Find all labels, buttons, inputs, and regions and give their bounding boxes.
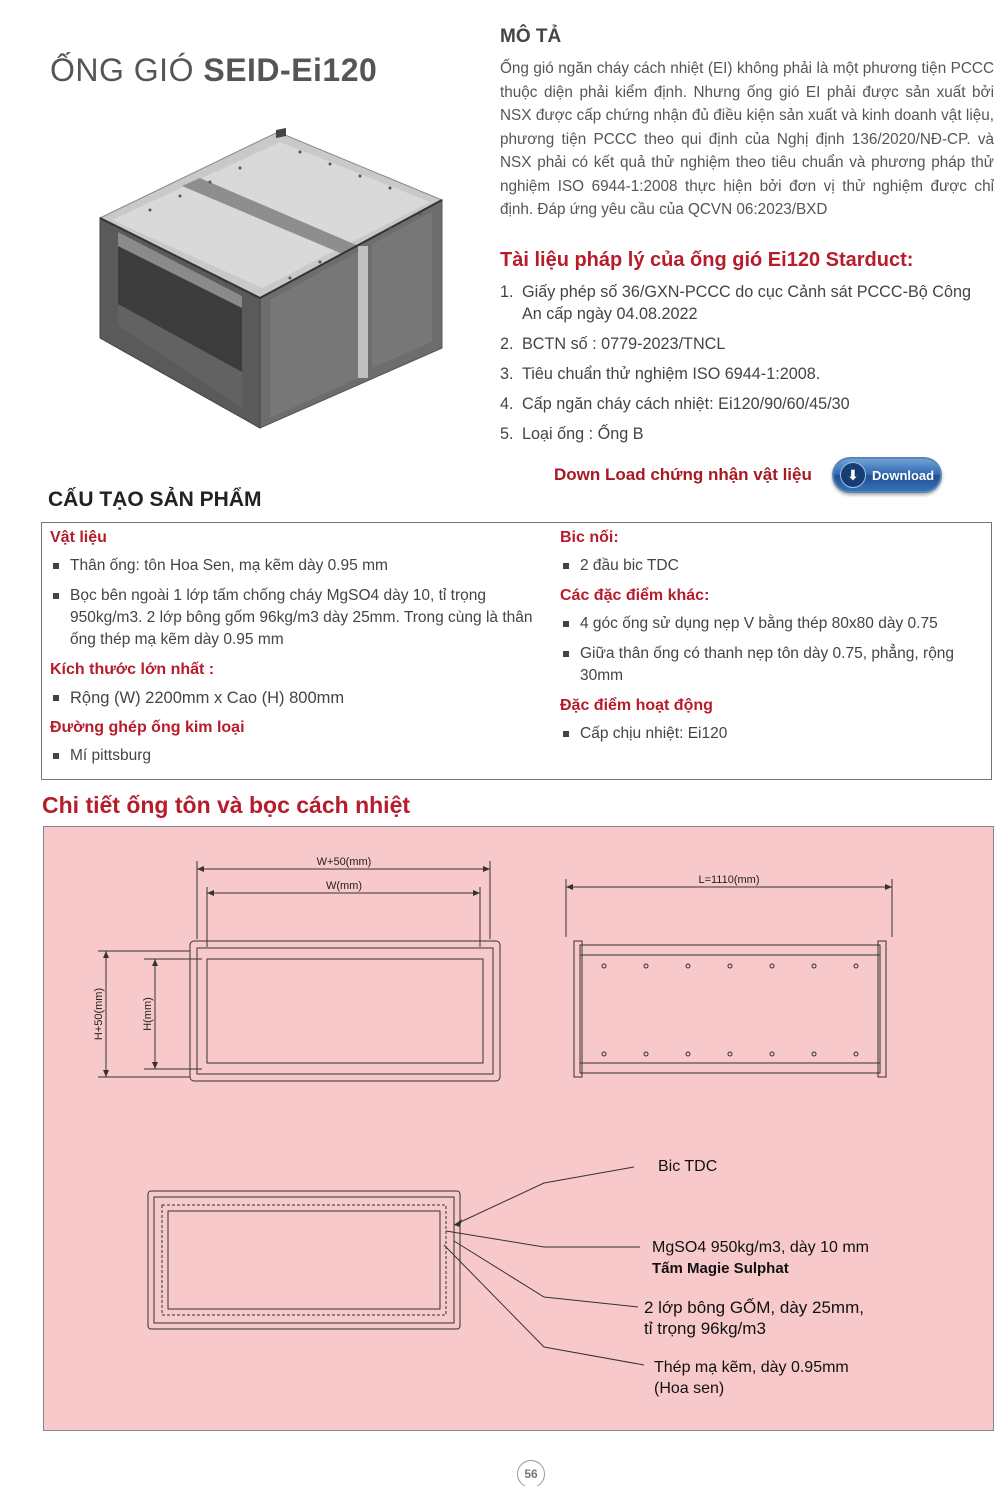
structure-right-column [560,527,990,753]
operation-list [560,723,990,745]
list-item: 2 đầu bic TDC [560,555,990,577]
legal-heading: Tài liệu pháp lý của ống gió Ei120 Starduct: [500,249,914,271]
technical-drawing [44,827,995,1432]
list-text: BCTN số : 0779-2023/TNCL [522,335,726,353]
download-link-text[interactable]: Down Load chứng nhận vật liệu [554,465,812,484]
seam-heading: Đường ghép ống kim loại [50,719,245,736]
list-item: Thân ống: tôn Hoa Sen, mạ kẽm dày 0.95 mm [50,555,550,577]
list-item: Cấp chịu nhiệt: Ei120 [560,723,990,745]
list-item: 4 góc ống sử dụng nẹp V bằng thép 80x80 dày 0.75 [560,613,990,635]
list-item [500,423,994,445]
dim-l-label: L=1110(mm) [698,874,760,886]
joint-list [560,555,990,577]
label-ceramic-main: 2 lớp bông GỐM, dày 25mm, [644,1298,864,1317]
description-text: Ống gió ngăn cháy cách nhiệt (EI) không phải là một phương tiện PCCC thuộc diện phải kiểm định. Nhưng ống gió EI phải được sản xuất bởi NSX được cấp chứng nhận đủ điều kiện sản xuất và kinh doanh vật liệu, phương tiện PCCC theo qui định của Nghị định 136/2020/NĐ-CP. và NSX phải có kết quả thử nghiệm theo tiêu chuẩn và phương pháp thử nghiệm ISO 6944-1:2008 thực hiện bởi đơn vị thử nghiệm được chỉ định. Đáp ứng yêu cầu của QCVN 06:2023/BXD [500,60,994,218]
list-text: Giấy phép số 36/GXN-PCCC do cục Cảnh sát PCCC-Bộ Công An cấp ngày 04.08.2022 [522,283,971,323]
label-mgso4-main: MgSO4 950kg/m3, dày 10 mm [652,1239,869,1256]
list-number: 2. [500,335,514,353]
list-item [500,281,994,325]
label-mgso4 [652,1237,869,1279]
size-heading: Kích thước lớn nhất : [50,661,215,678]
list-item [500,333,994,355]
list-number: 1. [500,283,514,301]
material-list [50,555,550,651]
list-item: Mí pittsburg [50,745,550,767]
list-item: Giữa thân ống có thanh nẹp tôn dày 0.75, phẳng, rộng 30mm [560,643,990,687]
list-item [500,393,994,415]
dim-h-label: H(mm) [142,997,154,1031]
structure-heading: CẤU TẠO SẢN PHẨM [48,488,262,511]
dim-w-label: W(mm) [325,880,363,892]
label-steel-main: Thép mạ kẽm, dày 0.95mm [654,1359,849,1376]
legal-list [500,281,994,453]
detail-heading: Chi tiết ống tôn và bọc cách nhiệt [42,792,411,818]
list-number: 5. [500,425,514,443]
download-arrow-icon: ⬇ [840,462,866,488]
structure-box [41,522,992,780]
label-ceramic-sub: tỉ trọng 96kg/m3 [644,1319,766,1338]
download-button[interactable] [832,457,942,493]
list-item: Rộng (W) 2200mm x Cao (H) 800mm [50,687,550,709]
download-button-label: Download [872,467,935,483]
label-steel [654,1357,849,1399]
size-list [50,687,550,709]
material-heading: Vật liệu [50,529,107,546]
other-heading: Các đặc điểm khác: [560,587,710,604]
label-bic: Bic TDC [658,1158,718,1175]
structure-left-column [50,527,550,775]
label-mgso4-sub: Tấm Magie Sulphat [652,1260,789,1277]
list-item [500,363,994,385]
list-text: Cấp ngăn cháy cách nhiệt: Ei120/90/60/45/30 [522,395,850,413]
list-number: 4. [500,395,514,413]
operation-heading: Đặc điểm hoạt động [560,697,713,714]
other-list [560,613,990,687]
label-ceramic [644,1297,864,1339]
title-light: ỐNG GIÓ [50,52,194,88]
list-item: Bọc bên ngoài 1 lớp tấm chống cháy MgSO4 dày 10, tỉ trọng 950kg/m3. 2 lớp bông gốm 96kg/m3 dày 25mm. Trong cùng là thân ống thép mạ kẽm dày 0.95 mm [50,585,550,651]
list-text: Loại ống : Ống B [522,425,644,443]
dim-w50-label: W+50(mm) [316,856,372,868]
label-steel-sub: (Hoa sen) [654,1380,725,1397]
joint-heading: Bic nối: [560,529,619,546]
seam-list [50,745,550,767]
list-number: 3. [500,365,514,383]
dim-h50-label: H+50(mm) [93,987,105,1041]
detail-drawing-panel [43,826,994,1431]
list-text: Tiêu chuẩn thử nghiệm ISO 6944-1:2008. [522,365,821,383]
duct-product-image [90,128,450,434]
page-number: 56 [517,1460,545,1486]
title-bold: SEID-Ei120 [203,52,378,88]
page-title [50,52,377,89]
description-heading: MÔ TẢ [500,26,562,47]
